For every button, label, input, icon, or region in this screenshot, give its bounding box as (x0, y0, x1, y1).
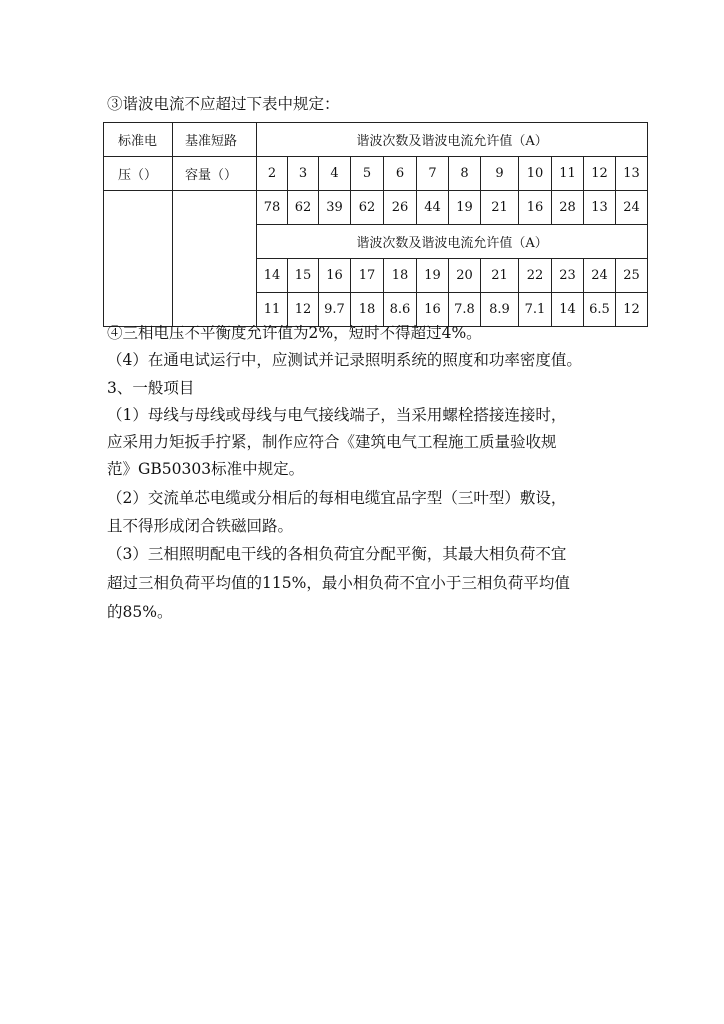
section-heading: 3、一般项目 (107, 379, 195, 397)
value-cell: 78 (257, 191, 288, 225)
value-cell: 6.5 (584, 293, 616, 327)
group1-title: 谐波次数及谐波电流允许值（A） (257, 123, 648, 157)
order-cell: 19 (417, 259, 449, 293)
order-cell: 5 (351, 157, 384, 191)
order-cell: 18 (384, 259, 417, 293)
order-cell: 15 (288, 259, 319, 293)
paragraph-line: ④三相电压不平衡度允许值为2%，短时不得超过4%。 (107, 324, 482, 342)
value-cell: 8.6 (384, 293, 417, 327)
value-cell: 39 (319, 191, 351, 225)
value-cell: 9.7 (319, 293, 351, 327)
paragraph-line: （2）交流单芯电缆或分相后的每相电缆宜品字型（三叶型）敷设， (107, 489, 567, 507)
value-cell: 7.1 (519, 293, 552, 327)
value-cell: 12 (288, 293, 319, 327)
value-cell: 18 (351, 293, 384, 327)
value-cell: 19 (449, 191, 481, 225)
order-cell: 13 (616, 157, 648, 191)
paragraph-line: 超过三相负荷平均值的115%，最小相负荷不宜小于三相负荷平均值 (107, 574, 570, 592)
value-cell: 14 (552, 293, 584, 327)
order-cell: 24 (584, 259, 616, 293)
order-cell: 16 (319, 259, 351, 293)
paragraph-line: （1）母线与母线或母线与电气接线端子，当采用螺栓搭接连接时， (107, 406, 567, 424)
paragraph-line: 且不得形成闭合铁磁回路。 (107, 517, 294, 535)
order-cell: 11 (552, 157, 584, 191)
order-cell: 22 (519, 259, 552, 293)
value-cell: 13 (584, 191, 616, 225)
order-cell: 21 (481, 259, 519, 293)
order-cell: 12 (584, 157, 616, 191)
paragraph-line: （3）三相照明配电干线的各相负荷宜分配平衡，其最大相负荷不宜 (107, 545, 567, 563)
value-cell: 21 (481, 191, 519, 225)
value-cell: 16 (519, 191, 552, 225)
value-cell: 24 (616, 191, 648, 225)
order-cell: 4 (319, 157, 351, 191)
value-cell: 26 (384, 191, 417, 225)
value-cell: 28 (552, 191, 584, 225)
header-standard-voltage-line1: 标准电 (104, 123, 173, 157)
value-cell: 62 (288, 191, 319, 225)
empty-capacity-cell (173, 191, 257, 327)
order-cell: 3 (288, 157, 319, 191)
header-standard-voltage-line2: 压（） (104, 157, 173, 191)
value-cell: 8.9 (481, 293, 519, 327)
paragraph-line: 应采用力矩扳手拧紧，制作应符合《建筑电气工程施工质量验收规 (107, 433, 557, 451)
value-cell: 62 (351, 191, 384, 225)
value-cell: 7.8 (449, 293, 481, 327)
order-cell: 25 (616, 259, 648, 293)
header-base-capacity-line2: 容量（） (173, 157, 257, 191)
group2-title: 谐波次数及谐波电流允许值（A） (257, 225, 648, 259)
value-cell: 16 (417, 293, 449, 327)
order-cell: 8 (449, 157, 481, 191)
order-cell: 14 (257, 259, 288, 293)
order-cell: 9 (481, 157, 519, 191)
paragraph-line: （4）在通电试运行中，应测试并记录照明系统的照度和功率密度值。 (107, 351, 582, 369)
value-cell: 11 (257, 293, 288, 327)
harmonic-current-table (103, 122, 648, 327)
order-cell: 7 (417, 157, 449, 191)
paragraph-line: 范》GB50303标准中规定。 (107, 460, 305, 478)
order-cell: 17 (351, 259, 384, 293)
intro-text: ③谐波电流不应超过下表中规定： (107, 95, 340, 113)
paragraph-line: 的85%。 (107, 603, 173, 621)
order-cell: 10 (519, 157, 552, 191)
order-cell: 23 (552, 259, 584, 293)
value-cell: 12 (616, 293, 648, 327)
empty-voltage-cell (104, 191, 173, 327)
order-cell: 2 (257, 157, 288, 191)
order-cell: 6 (384, 157, 417, 191)
value-cell: 44 (417, 191, 449, 225)
order-cell: 20 (449, 259, 481, 293)
header-base-capacity-line1: 基准短路 (173, 123, 257, 157)
